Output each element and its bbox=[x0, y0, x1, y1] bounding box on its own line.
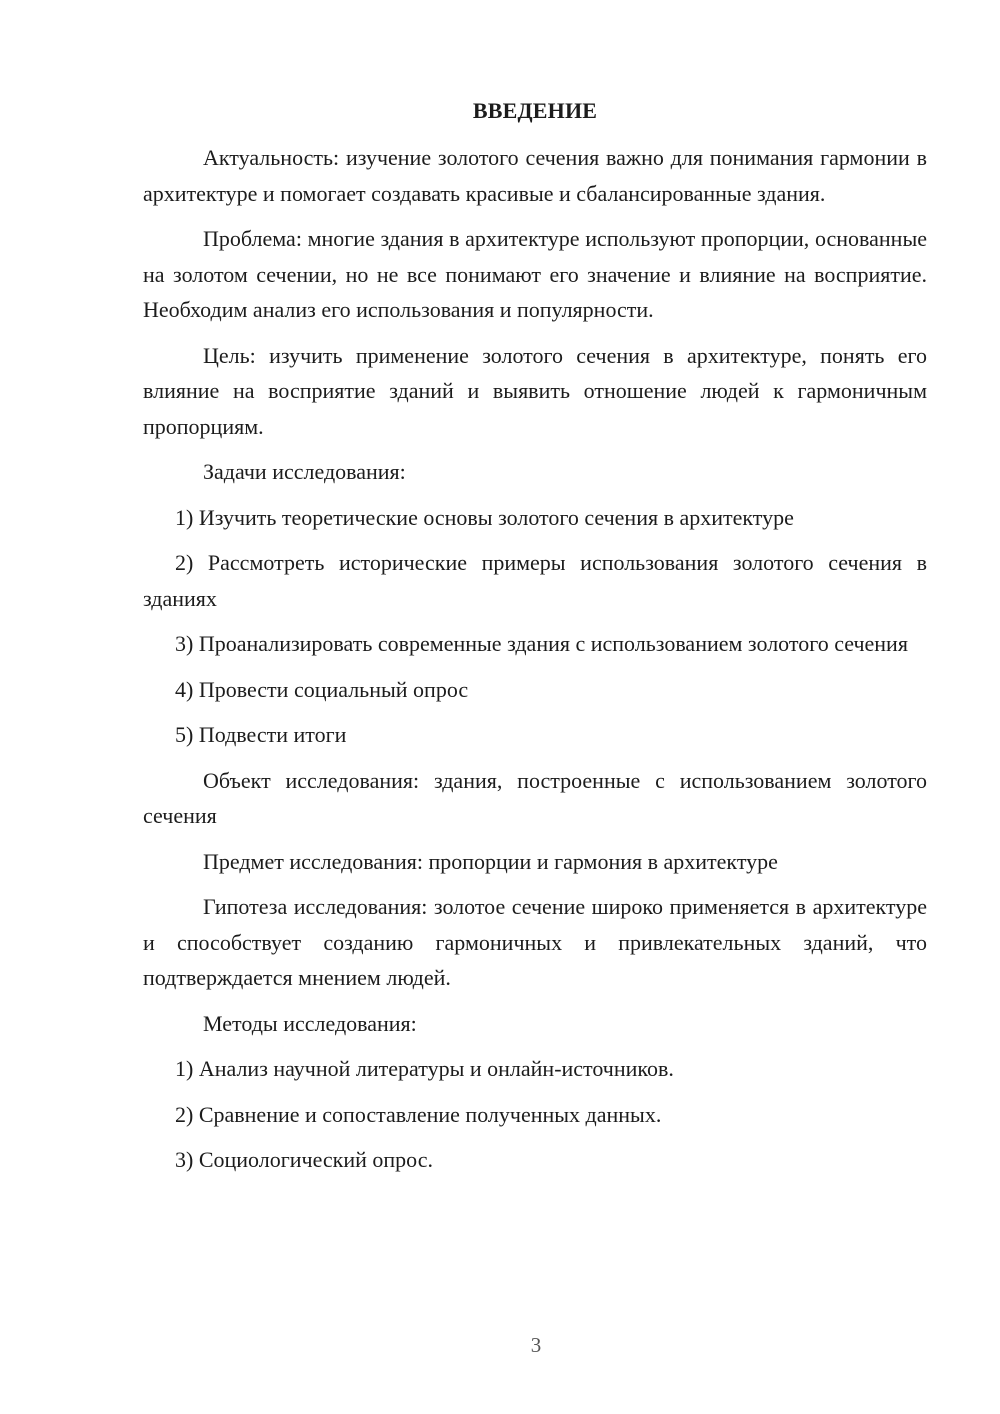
section-heading: ВВЕДЕНИЕ bbox=[472, 98, 598, 123]
tasks-heading: Задачи исследования: bbox=[203, 459, 406, 484]
method-item: 2) Сравнение и сопоставление полученных данных. bbox=[175, 1101, 662, 1127]
relevance-paragraph: Актуальность: изучение золотого сечения важно для понимания гармонии в архитектуре и помогает создавать красивые и сбалансированные здания. bbox=[143, 145, 927, 206]
task-item: 5) Подвести итоги bbox=[175, 722, 347, 747]
method-item: 1) Анализ научной литературы и онлайн-источников. bbox=[175, 1056, 674, 1081]
object-paragraph: Объект исследования: здания, построенные с использованием золотого сечения bbox=[143, 767, 927, 828]
subject-paragraph: Предмет исследования: пропорции и гармония в архитектуре bbox=[203, 848, 778, 874]
task-item: 1) Изучить теоретические основы золотого сечения в архитектуре bbox=[175, 504, 794, 530]
page-number: 3 bbox=[530, 1333, 542, 1357]
task-item: 2) Рассмотреть исторические примеры использования золотого сечения в зданиях bbox=[143, 550, 927, 611]
method-item: 3) Социологический опрос. bbox=[175, 1147, 433, 1172]
page-content bbox=[143, 94, 927, 1188]
hypothesis-paragraph: Гипотеза исследования: золотое сечение широко применяется в архитектуре и способствует созданию гармоничных и привлекательных зданий, что подтверждается мнением людей. bbox=[143, 894, 927, 990]
goal-paragraph: Цель: изучить применение золотого сечения в архитектуре, понять его влияние на восприятие зданий и выявить отношение людей к гармоничным пропорциям. bbox=[143, 342, 927, 439]
methods-heading: Методы исследования: bbox=[203, 1010, 417, 1036]
task-item: 4) Провести социальный опрос bbox=[175, 676, 469, 702]
problem-paragraph: Проблема: многие здания в архитектуре используют пропорции, основанные на золотом сечении, но не все понимают его значение и влияние на восприятие. Необходим анализ его использования и популярности. bbox=[143, 226, 927, 322]
task-item: 3) Проанализировать современные здания с использованием золотого сечения bbox=[175, 631, 908, 656]
